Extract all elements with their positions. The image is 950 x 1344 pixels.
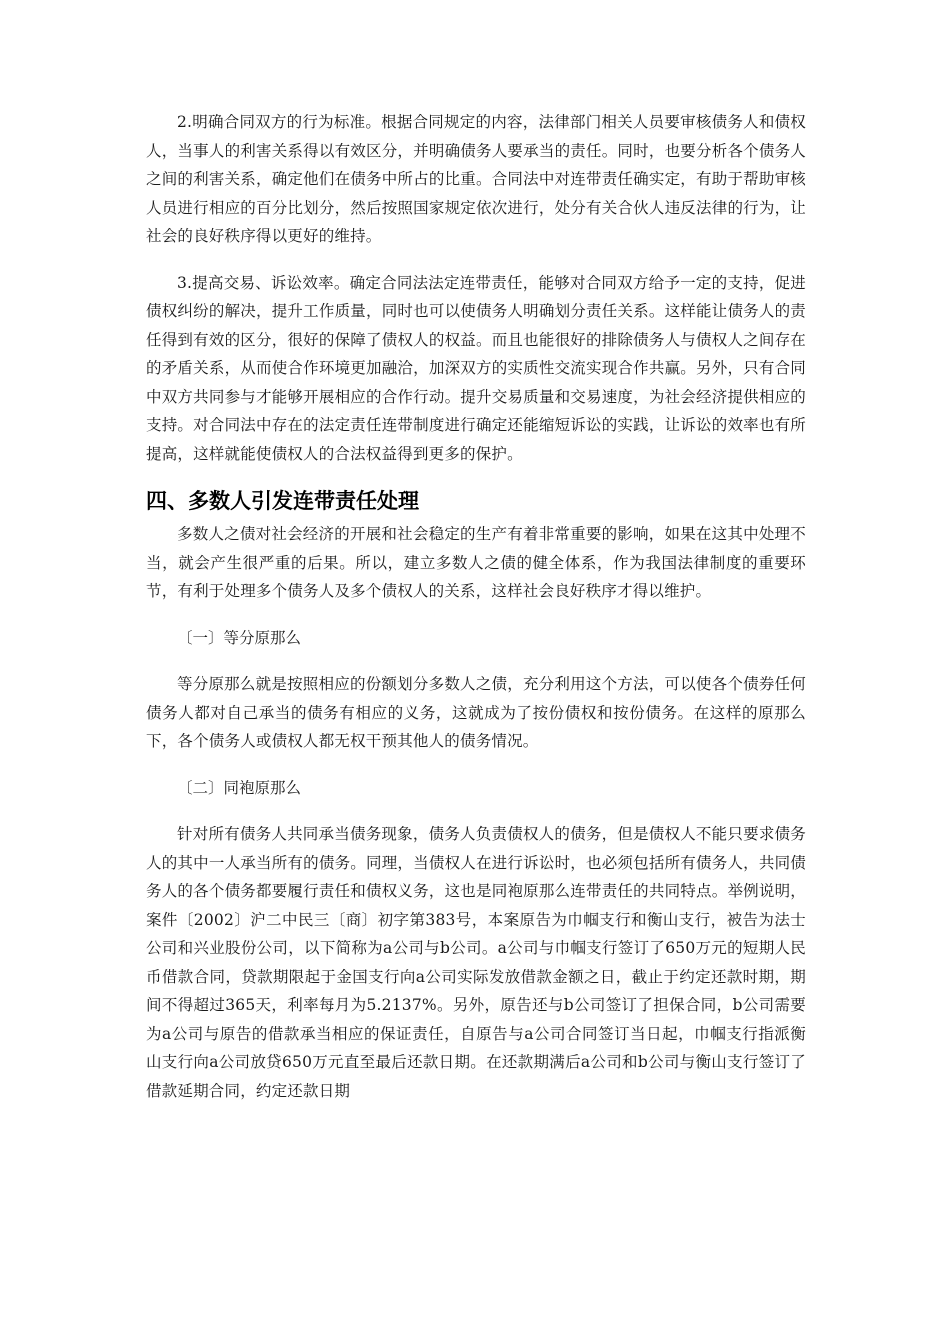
paragraph-equal-share: 等分原那么就是按照相应的份额划分多数人之债，充分利用这个方法，可以使各个债券任何债务人都对自己承当的债务有相应的义务，这就成为了按份债权和按份债务。在这样的原那么下，各个债务人或债权人都无权干预其他人的债务情况。 (146, 675, 806, 750)
paragraph-multi-debt-intro: 多数人之债对社会经济的开展和社会稳定的生产有着非常重要的影响，如果在这其中处理不当，就会产生很严重的后果。所以，建立多数人之债的健全体系，作为我国法律制度的重要环节，有利于处理多个债务人及多个债权人的关系，这样社会良好秩序才得以维护。 (146, 525, 806, 600)
section-heading: 四、多数人引发连带责任处理 (146, 489, 419, 513)
paragraph-behavior-standard: 2.明确合同双方的行为标准。根据合同规定的内容，法律部门相关人员要审核债务人和债权人，当事人的利害关系得以有效区分，并明确债务人要承当的责任。同时，也要分析各个债务人之间的利害关系，确定他们在债务中所占的比重。合同法中对连带责任确实定，有助于帮助审核人员进行相应的百分比划分，然后按照国家规定依次进行，处分有关合伙人违反法律的行为，让社会的良好秩序得以更好的维持。 (146, 113, 806, 245)
paragraph-joint-case: 针对所有债务人共同承当债务现象，债务人负责债权人的债务，但是债权人不能只要求债务人的其中一人承当所有的债务。同理，当债权人在进行诉讼时，也必须包括所有债务人，共同债务人的各个债务都要履行责任和债权义务，这也是同袍原那么连带责任的共同特点。举例说明，案件〔2002〕沪二中民三〔商〕初字第383号，本案原告为巾帼支行和衡山支行，被告为法士公司和兴业股份公司，以下简称为a公司与b公司。a公司与巾帼支行签订了650万元的短期人民币借款合同，贷款期限起于金国支行向a公司实际发放借款金额之日，截止于约定还款时期，期间不得超过365天，利率每月为5.2137%。另外，原告还与b公司签订了担保合同，b公司需要为a公司与原告的借款承当相应的保证责任，自原告与a公司合同签订当日起，巾帼支行指派衡山支行向a公司放贷650万元直至最后还款日期。在还款期满后a公司和b公司与衡山支行签订了借款延期合同，约定还款日期 (146, 825, 806, 1100)
document-page (146, 108, 806, 1123)
subheading-joint: 〔二〕同袍原那么 (177, 778, 302, 797)
paragraph-efficiency: 3.提高交易、诉讼效率。确定合同法法定连带责任，能够对合同双方给予一定的支持，促进债权纠纷的解决，提升工作质量，同时也可以使债务人明确划分责任关系。这样能让债务人的责任得到有效的区分，很好的保障了债权人的权益。而且也能很好的排除债务人与债权人之间存在的矛盾关系，从而使合作环境更加融洽，加深双方的实质性交流实现合作共赢。另外，只有合同中双方共同参与才能够开展相应的合作行动。提升交易质量和交易速度，为社会经济提供相应的支持。对合同法中存在的法定责任连带制度进行确定还能缩短诉讼的实践，让诉讼的效率也有所提高，这样就能使债权人的合法权益得到更多的保护。 (146, 273, 806, 463)
subheading-equal-share: 〔一〕等分原那么 (177, 628, 302, 647)
